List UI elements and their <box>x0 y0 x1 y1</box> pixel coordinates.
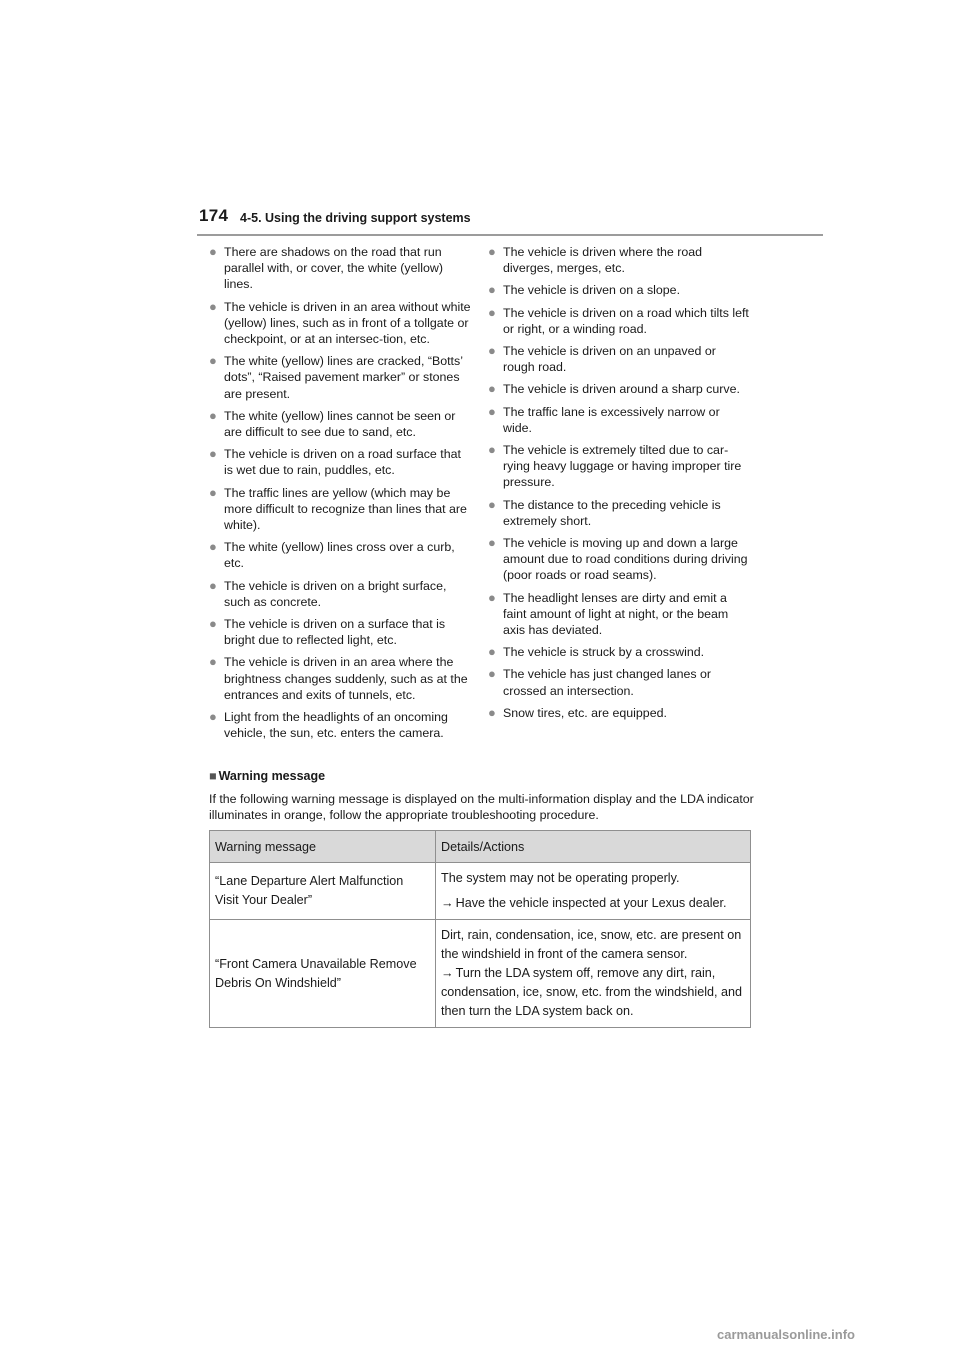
warning-message-cell: “Lane Departure Alert Malfunction Visit Your Dealer” <box>210 863 436 920</box>
bullet-icon: ● <box>488 666 496 682</box>
list-item: ● The vehicle is driven on a slope. <box>488 282 681 298</box>
bullet-icon: ● <box>488 381 496 397</box>
details-cell <box>436 863 751 920</box>
warning-table <box>209 830 751 1028</box>
bullet-icon: ● <box>488 244 496 259</box>
bullet-icon: ● <box>488 343 496 359</box>
list-item: ● The vehicle is driven in an area where the brightness changes suddenly, such as at the entrances and exits of tunnels, etc. <box>209 654 468 702</box>
warning-intro: If the following warning message is displayed on the multi-information display and the LDA indicator illuminates in orange, follow the appropriate troubleshooting procedure. <box>209 792 754 823</box>
list-item: ● The white (yellow) lines cross over a curb, etc. <box>209 539 455 571</box>
list-item: ● The vehicle is driven around a sharp curve. <box>488 381 740 397</box>
list-item: ● The traffic lines are yellow (which may be more difficult to recognize than lines that are white). <box>209 484 467 533</box>
bullet-icon: ● <box>488 403 496 419</box>
bullet-icon: ● <box>209 577 217 593</box>
list-item: ● The traffic lane is excessively narrow or wide. <box>488 403 720 435</box>
bullet-icon: ● <box>209 484 217 500</box>
details-cell <box>436 920 751 1028</box>
bullet-icon: ● <box>209 298 217 314</box>
watermark: carmanualsonline.info <box>717 1327 855 1342</box>
bullet-icon: ● <box>488 304 496 320</box>
list-item: ● The vehicle is driven on a surface that is bright due to reflected light, etc. <box>209 616 446 648</box>
table-row <box>210 863 751 920</box>
list-item: ● Light from the headlights of an oncoming vehicle, the sun, etc. enters the camera. <box>209 709 448 741</box>
list-item: ● The vehicle is driven in an area without white (yellow) lines, such as in front of a tollgate or checkpoint, or at an intersec-tion, etc. <box>209 298 471 347</box>
list-item: ● There are shadows on the road that run parallel with, or cover, the white (yellow) lines. <box>209 244 443 292</box>
bullet-icon: ● <box>209 654 217 670</box>
list-item: ● The headlight lenses are dirty and emit a faint amount of light at night, or the beam axis has deviated. <box>488 589 729 638</box>
list-item: ● The vehicle is driven where the road diverges, merges, etc. <box>488 244 703 276</box>
bullet-icon: ● <box>209 616 217 632</box>
action-text: → Turn the LDA system off, remove any dirt, rain, condensation, ice, snow, etc. from the windshield, and then turn the LDA system back on. <box>441 966 743 1018</box>
bullet-icon: ● <box>209 244 217 259</box>
list-item: ● The vehicle is struck by a crosswind. <box>488 644 705 660</box>
bullet-icon: ● <box>209 353 217 369</box>
section-title: 4-5. Using the driving support systems <box>240 211 471 225</box>
arrow-right-icon: → <box>441 896 454 910</box>
detail-text: Dirt, rain, condensation, ice, snow, etc. are present on the windshield in front of the camera sensor. <box>441 928 742 961</box>
warning-heading: ■ Warning message <box>209 769 326 783</box>
list-item: ● The white (yellow) lines are cracked, “Botts’ dots”, “Raised pavement marker” or stones are present. <box>209 353 463 401</box>
bullet-icon: ● <box>488 704 496 720</box>
bullet-icon: ● <box>209 539 217 555</box>
page-number: 174 <box>199 206 229 225</box>
list-item: ● The white (yellow) lines cannot be seen or are difficult to see due to sand, etc. <box>209 407 456 440</box>
list-item: ● The vehicle is driven on a road which tilts left or right, or a winding road. <box>488 304 749 336</box>
warning-message-cell: “Front Camera Unavailable Remove Debris On Windshield” <box>210 920 436 1028</box>
table-header-row <box>210 831 751 863</box>
list-item: ● The vehicle is driven on an unpaved or rough road. <box>488 343 716 375</box>
action-text: → Have the vehicle inspected at your Lexus dealer. <box>441 896 727 910</box>
bullet-icon: ● <box>488 535 496 551</box>
list-item: ● The vehicle is extremely tilted due to car-rying heavy luggage or having improper tire pressure. <box>488 442 742 490</box>
list-item: ● The vehicle is moving up and down a large amount due to road conditions during driving (poor roads or road seams). <box>488 535 748 583</box>
list-item: ● The distance to the preceding vehicle is extremely short. <box>488 496 721 528</box>
bullet-icon: ● <box>488 282 496 298</box>
bullet-icon: ● <box>488 442 496 458</box>
column-header-message: Warning message <box>210 831 436 863</box>
right-column <box>488 244 750 727</box>
header-rule <box>197 234 823 236</box>
arrow-right-icon: → <box>441 966 454 980</box>
page-header <box>197 206 823 236</box>
table-row <box>210 920 751 1028</box>
list-item: ● The vehicle has just changed lanes or crossed an intersection. <box>488 666 712 698</box>
column-header-details: Details/Actions <box>436 831 751 863</box>
list-item: ● Snow tires, etc. are equipped. <box>488 704 667 720</box>
bullet-icon: ● <box>209 446 217 462</box>
square-bullet-icon: ■ <box>209 769 217 783</box>
bullet-icon: ● <box>488 589 496 605</box>
bullet-icon: ● <box>209 407 217 423</box>
detail-text: The system may not be operating properly. <box>441 871 680 885</box>
bullet-icon: ● <box>209 709 217 725</box>
bullet-icon: ● <box>488 644 496 660</box>
bullet-icon: ● <box>488 496 496 512</box>
list-item: ● The vehicle is driven on a road surface that is wet due to rain, puddles, etc. <box>209 446 461 478</box>
left-column <box>209 244 471 747</box>
list-item: ● The vehicle is driven on a bright surface, such as concrete. <box>209 577 447 609</box>
